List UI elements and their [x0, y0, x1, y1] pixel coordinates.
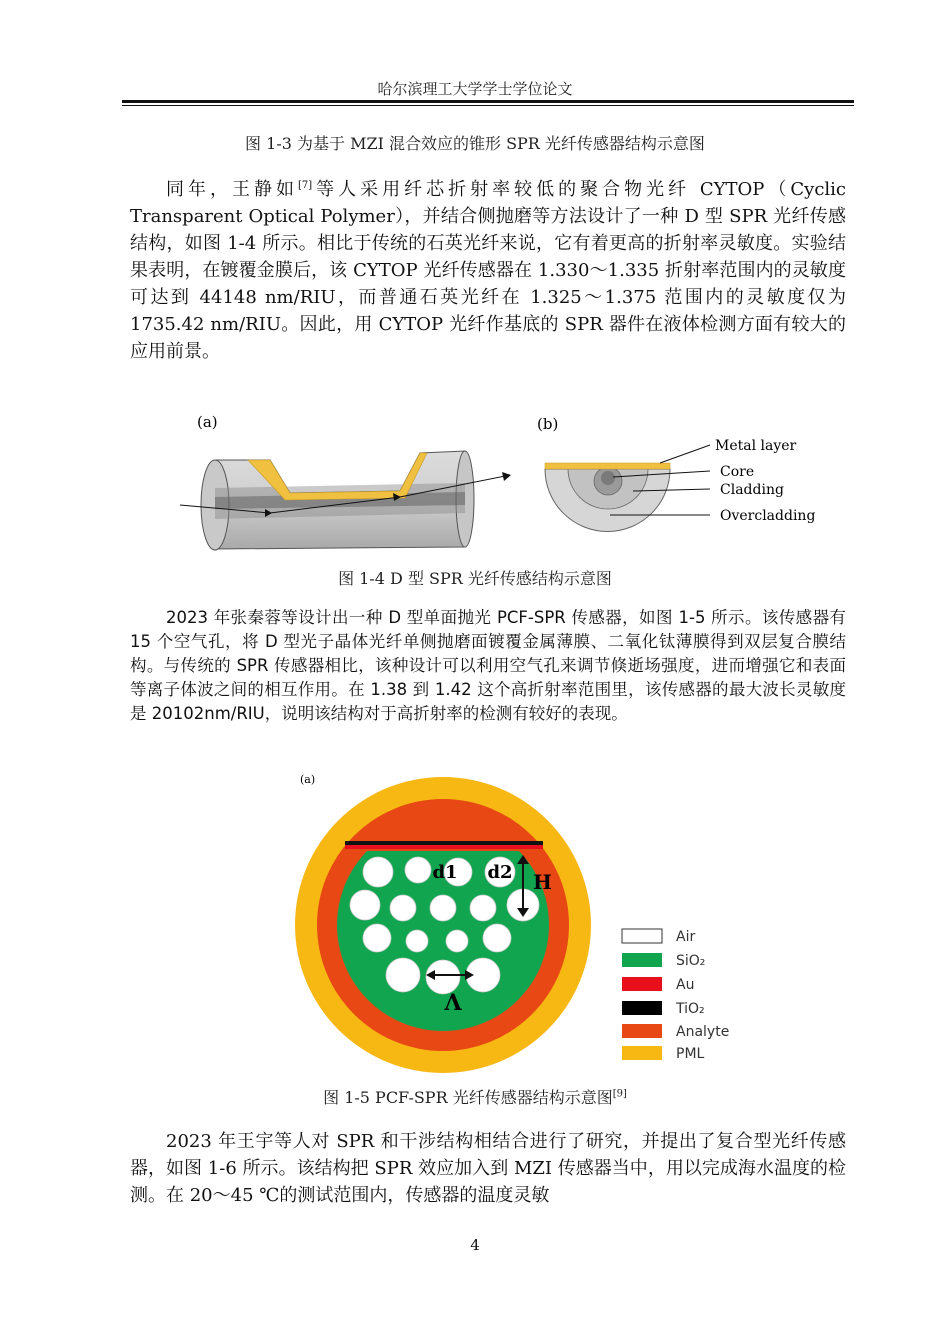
- citation-9: [9]: [612, 1088, 627, 1100]
- label-d2: d2: [487, 862, 513, 883]
- ray-arrow-3-icon: [502, 472, 511, 481]
- legend-swatch-sio2: [622, 953, 662, 967]
- figure-d-type-spr: [175, 405, 835, 555]
- legend-label-sio2: SiO₂: [676, 953, 706, 969]
- caption-fig-1-3: 图 1-3 为基于 MZI 混合效应的锥形 SPR 光纤传感器结构示意图: [245, 134, 705, 153]
- legend-label-au: Au: [676, 977, 695, 993]
- label-metal-layer: Metal layer: [715, 438, 797, 454]
- label-cladding: Cladding: [720, 482, 784, 498]
- legend-swatch-tio2: [622, 1001, 662, 1015]
- label-H: H: [533, 870, 552, 894]
- legend-swatch-air: [622, 929, 662, 943]
- label-core: Core: [720, 464, 755, 480]
- para3-text: 2023 年王宇等人对 SPR 和干涉结构相结合进行了研究，并提出了复合型光纤传感器，如图 1-6 所示。该结构把 SPR 效应加入到 MZI 传感器当中，用以完成海水温度的检测。在 20～45 ℃的测试范围内，传感器的温度灵敏: [130, 1131, 846, 1206]
- cross-section-core-inner: [601, 471, 615, 485]
- label-lambda: Λ: [444, 990, 462, 1016]
- pointer-metal: [660, 445, 710, 463]
- caption-fig-1-4: 图 1-4 D 型 SPR 光纤传感结构示意图: [338, 569, 612, 588]
- gold-layer: [345, 845, 543, 849]
- legend-label-tio2: TiO₂: [676, 1001, 705, 1017]
- cross-section-metal: [545, 463, 670, 469]
- para2-text: 2023 年张秦蓉等设计出一种 D 型单面抛光 PCF-SPR 传感器，如图 1-5 所示。该传感器有 15 个空气孔，将 D 型光子晶体光纤单侧抛磨面镀覆金属薄膜、二氧化钛薄膜得到双层复合膜结构。与传统的 SPR 传感器相比，该种设计可以利用空气孔来调节倏逝场强度，进而增强它和表面等离子体波之间的相互作用。在 1.38 到 1.42 这个高折射率范围里，该传感器的最大波长灵敏度是 20102nm/RIU，说明该结构对于高折射率的检测有较好的表现。: [130, 608, 846, 723]
- legend-label-air: Air: [676, 929, 696, 945]
- label-overcladding: Overcladding: [720, 508, 816, 524]
- page-header: 哈尔滨理工大学学士学位论文: [377, 80, 573, 98]
- legend-label-analyte: Analyte: [676, 1024, 730, 1040]
- fig5-label-a: (a): [300, 773, 316, 786]
- header-rule-thin: [122, 105, 854, 106]
- caption-fig-1-5: [0, 1085, 950, 1108]
- citation-7: [7]: [298, 180, 313, 191]
- fig4-label-b: (b): [537, 415, 559, 433]
- tio2-layer: [345, 841, 543, 845]
- paragraph-mzi-spr: [130, 1128, 846, 1209]
- label-d1: d1: [432, 862, 458, 883]
- paragraph-pcf-spr: [130, 606, 846, 726]
- para1-rest: 等人采用纤芯折射率较低的聚合物光纤 CYTOP（Cyclic Transparent Optical Polymer），并结合侧抛磨等方法设计了一种 D 型 SPR 光纤传感结构，如图 1-4 所示。相比于传统的石英光纤来说，它有着更高的折射率灵敏度。实验结果表明，在镀覆金膜后，该 CYTOP 光纤传感器在 1.330～1.335 折射率范围内的灵敏度可达到 44148 nm/RIU，而普通石英光纤在 1.325～1.375 范围内的灵敏度仅为 1735.42 nm/RIU。因此，用 CYTOP 光纤作基底的 SPR 器件在液体检测方面有较大的应用前景。: [130, 179, 847, 362]
- legend-label-pml: PML: [676, 1046, 705, 1062]
- legend-swatch-au: [622, 977, 662, 991]
- caption-fig-1-5-text: 图 1-5 PCF-SPR 光纤传感器结构示意图: [323, 1088, 613, 1107]
- legend: [622, 929, 729, 1062]
- header-rule-thick: [122, 100, 854, 103]
- para1-start: 同年，王静如: [166, 179, 298, 200]
- legend-swatch-pml: [622, 1046, 662, 1060]
- page-number: 4: [470, 1236, 480, 1254]
- paragraph-cytop: [130, 176, 846, 365]
- figure-pcf-spr: [295, 765, 755, 1080]
- legend-swatch-analyte: [622, 1024, 662, 1038]
- fig4-label-a: (a): [197, 413, 218, 431]
